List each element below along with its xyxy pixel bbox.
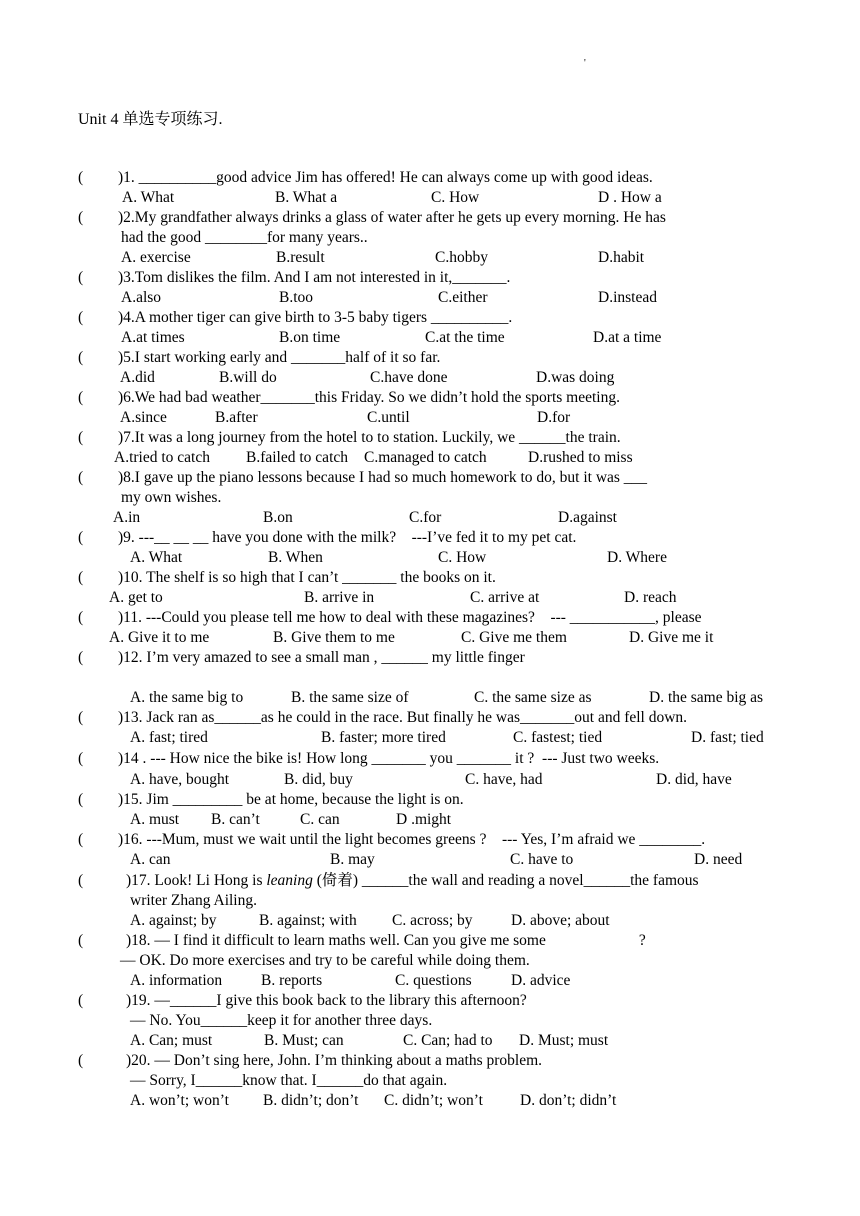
option-a: A. can (130, 851, 171, 868)
option-a: A.tried to catch (114, 449, 210, 466)
option-c: C. across; by (392, 912, 473, 929)
option-d: D. need (694, 851, 743, 868)
answer-bracket: ( (78, 209, 84, 226)
option-c: C. Give me them (461, 629, 567, 646)
option-a: A.in (113, 509, 141, 526)
question-stem: )4.A mother tiger can give birth to 3-5 baby tigers __________. (118, 309, 513, 326)
question-stem: )2.My grandfather always drinks a glass of water after he gets up every morning. He has (118, 209, 666, 226)
option-c: C.managed to catch (364, 449, 487, 466)
option-c: C.have done (370, 369, 448, 386)
question-stem: )20. — Don’t sing here, John. I’m thinking about a maths problem. (126, 1052, 543, 1069)
answer-bracket: ( (78, 709, 84, 726)
option-b: B.result (276, 249, 325, 266)
answer-bracket: ( (78, 649, 84, 666)
option-c: C. How (438, 549, 487, 566)
question-stem-continued: had the good ________for many years.. (121, 229, 368, 246)
option-d: D .might (396, 811, 452, 828)
option-b: B.on time (279, 329, 341, 346)
question-stem-continued: — OK. Do more exercises and try to be careful while doing them. (120, 952, 530, 969)
option-d: D.was doing (536, 369, 615, 386)
option-c: C. have, had (465, 771, 543, 788)
option-d: D.instead (598, 289, 657, 306)
answer-bracket: ( (78, 469, 84, 486)
option-b: B. can’t (211, 811, 260, 828)
answer-bracket: ( (78, 389, 84, 406)
page-mark: ' (584, 58, 586, 69)
option-b: B. did, buy (284, 771, 353, 788)
answer-bracket: ( (78, 831, 84, 848)
option-c: C. questions (395, 972, 472, 989)
question-stem (126, 871, 699, 891)
option-a: A. Give it to me (109, 629, 210, 646)
question-stem-end: (倚着) ______the wall and reading a novel______the famous (312, 872, 699, 889)
option-d: D. advice (511, 972, 571, 989)
question-stem: )10. The shelf is so high that I can’t _______ the books on it. (118, 569, 496, 586)
option-c: C. Can; had to (403, 1032, 493, 1049)
option-b: B. the same size of (291, 689, 409, 706)
answer-bracket: ( (78, 309, 84, 326)
question-stem: )5.I start working early and _______half of it so far. (118, 349, 441, 366)
answer-bracket: ( (78, 872, 84, 889)
answer-bracket: ( (78, 529, 84, 546)
option-b: B. Must; can (264, 1032, 344, 1049)
page-title: Unit 4 单选专项练习. (78, 111, 223, 128)
option-a: A.since (120, 409, 167, 426)
option-b: B. faster; more tired (321, 729, 446, 746)
answer-bracket: ( (78, 169, 84, 186)
option-b: B.too (279, 289, 314, 306)
answer-bracket: ( (78, 750, 84, 767)
option-c: C. arrive at (470, 589, 540, 606)
option-a: A.at times (121, 329, 185, 346)
option-c: C. How (431, 189, 480, 206)
option-a: A. get to (109, 589, 163, 606)
option-b: B. may (330, 851, 375, 868)
option-c: C.hobby (435, 249, 488, 266)
option-c: C. fastest; tied (513, 729, 603, 746)
option-d: D. reach (624, 589, 677, 606)
option-d: D. don’t; didn’t (520, 1092, 617, 1109)
option-d: D. the same big as (649, 689, 764, 706)
option-c: C. the same size as (474, 689, 592, 706)
option-c: C. didn’t; won’t (384, 1092, 483, 1109)
question-stem: )7.It was a long journey from the hotel to to station. Luckily, we ______the train. (118, 429, 621, 446)
option-d: D. Must; must (519, 1032, 609, 1049)
option-d: D. fast; tied (691, 729, 764, 746)
option-d: D.for (537, 409, 571, 426)
answer-bracket: ( (78, 269, 84, 286)
question-stem: )15. Jim _________ be at home, because the light is on. (118, 791, 464, 808)
answer-bracket: ( (78, 429, 84, 446)
answer-bracket: ( (78, 932, 84, 949)
option-a: A. information (130, 972, 223, 989)
option-b: B.failed to catch (246, 449, 348, 466)
option-c: C. can (300, 811, 340, 828)
question-stem: )11. ---Could you please tell me how to deal with these magazines? --- ___________, please (118, 609, 702, 626)
option-b: B. reports (261, 972, 323, 989)
option-c: C.until (367, 409, 410, 426)
question-stem: )16. ---Mum, must we wait until the light becomes greens ? --- Yes, I’m afraid we ________. (118, 831, 706, 848)
option-a: A. fast; tired (130, 729, 208, 746)
question-stem-continued: — No. You______keep it for another three days. (130, 1012, 433, 1029)
option-d: D.habit (598, 249, 645, 266)
answer-bracket: ( (78, 569, 84, 586)
answer-bracket: ( (78, 791, 84, 808)
question-stem: )14 . --- How nice the bike is! How long _______ you _______ it ? --- Just two weeks. (118, 750, 660, 767)
option-a: A.did (120, 369, 155, 386)
option-a: A. won’t; won’t (130, 1092, 229, 1109)
option-b: B.on (263, 509, 293, 526)
option-d: D. Give me it (629, 629, 714, 646)
question-stem: )9. ---__ __ __ have you done with the milk? ---I’ve fed it to my pet cat. (118, 529, 577, 546)
question-stem-start: )17. Look! Li Hong is (126, 872, 267, 889)
option-a: A. What (130, 549, 183, 566)
option-a: A. against; by (130, 912, 217, 929)
option-b: B. When (268, 549, 323, 566)
question-stem-continued: my own wishes. (121, 489, 222, 506)
option-a: A. the same big to (130, 689, 244, 706)
question-stem: )3.Tom dislikes the film. And I am not interested in it,_______. (118, 269, 511, 286)
question-stem: )19. —______I give this book back to the library this afternoon? (126, 992, 527, 1009)
option-b: B. What a (275, 189, 338, 206)
question-stem: )13. Jack ran as______as he could in the race. But finally he was_______out and fell down. (118, 709, 688, 726)
answer-bracket: ( (78, 609, 84, 626)
option-d: D.rushed to miss (528, 449, 633, 466)
question-stem: )6.We had bad weather_______this Friday. So we didn’t hold the sports meeting. (118, 389, 620, 406)
option-c: C.at the time (425, 329, 505, 346)
option-d: D. above; about (511, 912, 610, 929)
question-stem-continued: — Sorry, I______know that. I______do that again. (130, 1072, 448, 1089)
option-b: B. against; with (259, 912, 357, 929)
option-b: B.will do (219, 369, 277, 386)
question-stem: )8.I gave up the piano lessons because I had so much homework to do, but it was ___ (118, 469, 648, 486)
answer-bracket: ( (78, 992, 84, 1009)
option-d: D. Where (607, 549, 667, 566)
option-d: D. did, have (656, 771, 732, 788)
answer-bracket: ( (78, 349, 84, 366)
option-a: A. have, bought (130, 771, 230, 788)
option-c: C. have to (510, 851, 574, 868)
option-d: D . How a (598, 189, 662, 206)
option-a: A.also (121, 289, 162, 306)
question-stem: )18. — I find it difficult to learn maths well. Can you give me some ? (126, 932, 646, 949)
option-a: A. exercise (121, 249, 191, 266)
option-a: A. Can; must (130, 1032, 213, 1049)
option-a: A. must (130, 811, 180, 828)
option-c: C.either (438, 289, 488, 306)
option-b: B. arrive in (304, 589, 375, 606)
question-stem-continued: writer Zhang Ailing. (130, 892, 257, 909)
option-c: C.for (409, 509, 442, 526)
question-stem: )1. __________good advice Jim has offered! He can always come up with good ideas. (118, 169, 653, 186)
option-d: D.at a time (593, 329, 662, 346)
option-b: B. Give them to me (273, 629, 395, 646)
option-d: D.against (558, 509, 617, 526)
answer-bracket: ( (78, 1052, 84, 1069)
option-b: B.after (215, 409, 258, 426)
option-b: B. didn’t; don’t (263, 1092, 359, 1109)
option-a: A. What (122, 189, 175, 206)
question-stem: )12. I’m very amazed to see a small man , ______ my little finger (118, 649, 525, 666)
emphasized-word: leaning (266, 872, 313, 889)
